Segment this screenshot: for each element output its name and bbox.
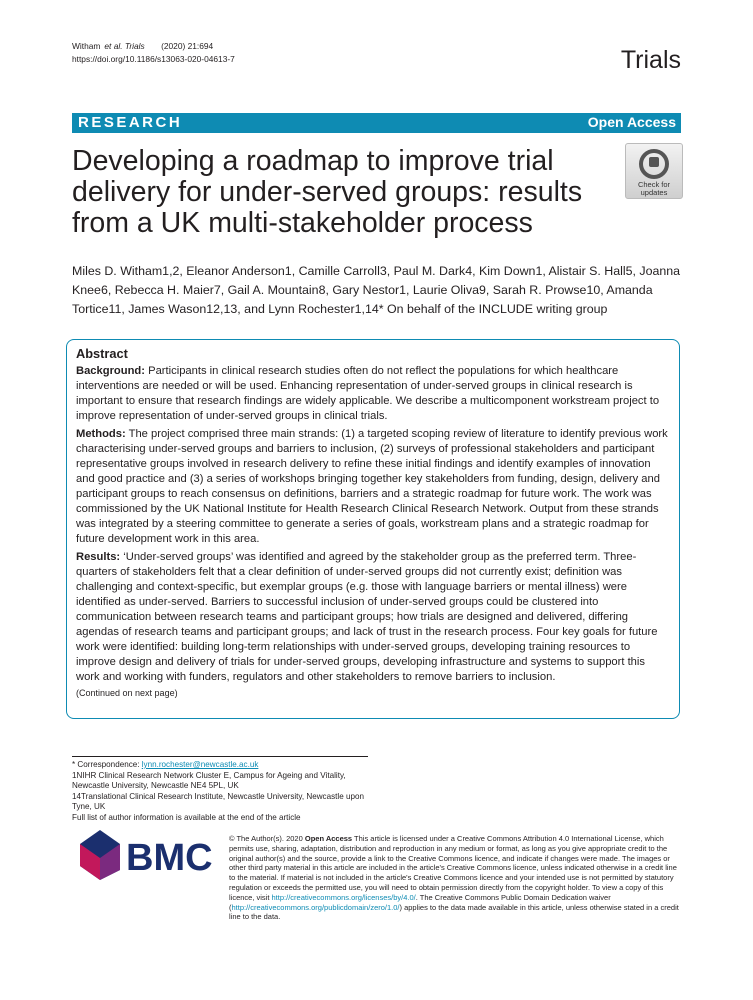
article-type-label: RESEARCH [78, 114, 183, 131]
open-access-label: Open Access [587, 114, 676, 130]
citation-header [72, 40, 235, 66]
footnotes [72, 760, 372, 824]
badge-line1: Check for [637, 180, 671, 189]
license-text [229, 834, 683, 922]
abstract-box [66, 339, 680, 719]
affiliation-1: 1NIHR Clinical Research Network Cluster E, Campus for Ageing and Vitality, Newcastle University, Newcastle NE4 5PL, UK [72, 770, 346, 791]
results-label: Results: [76, 551, 121, 563]
citation-authors: Witham [72, 41, 101, 51]
bmc-logo [80, 830, 220, 880]
citation-etal: et al. Trials [104, 41, 145, 51]
correspondence-email[interactable]: lynn.rochester@newcastle.ac.uk [141, 760, 259, 769]
continued-note: (Continued on next page) [76, 688, 178, 698]
check-updates-icon [639, 149, 669, 179]
abstract-methods [76, 427, 670, 547]
background-text: Participants in clinical research studies often do not reflect the populations for which healthcare interventions are needed or will be used. Enhancing representation of under-served groups in clinical research is important to ensure that research findings are widely applicable. We describe a multicomponent workstream project to improve representation of under-served groups in clinical trials. [76, 365, 660, 422]
license-link-cc0[interactable]: http://creativecommons.org/publicdomain/zero/1.0/ [231, 902, 400, 912]
methods-text: The project comprised three main strands: (1) a targeted scoping review of literature to identify previous work characterising under-served groups and barriers to inclusion, (2) surveys of professional stakeholders and participant representative groups involved in research delivery to refine these initial findings and identify examples of innovation and good practice and (3) a series of workshops bringing together key stakeholders from funding, design, delivery and participant groups to reach consensus on definitions, barriers and a strategic roadmap for future work. The work was commissioned by the UK National Institute for Health Research Clinical Research Network. Output from these strands was integrated by a steering committee to generate a series of goals, workstream plans and a strategic roadmap for future development work in this area. [76, 428, 668, 545]
background-label: Background: [76, 365, 145, 377]
footnote-divider [72, 756, 368, 757]
license-body-2: . The Creative Commons Public Domain Dedication waiver ( [229, 892, 611, 912]
doi-link[interactable]: https://doi.org/10.1186/s13063-020-04613-7 [72, 54, 235, 64]
article-title: Developing a roadmap to improve trial delivery for under-served groups: results from a UK multi-stakeholder process [72, 145, 583, 239]
affiliation-14: 14Translational Clinical Research Institute, Newcastle University, Newcastle upon Tyne, UK [72, 791, 364, 812]
full-list-note: Full list of author information is available at the end of the article [72, 812, 301, 822]
authors-text: Miles D. Witham1,2, Eleanor Anderson1, Camille Carroll3, Paul M. Dark4, Kim Down1, Alistair S. Hall5, Joanna Knee6, Rebecca H. Maier7, Gail A. Mountain8, Gary Nestor1, Laurie Oliva9, Sarah R. Prowse10, Amanda Tortice11, James Wason12,13, and Lynn Rochester1,14* On behalf of the INCLUDE writing group [72, 264, 681, 316]
results-text: ‘Under-served groups’ was identified and agreed by the stakeholder group as the preferred term. Three-quarters of stakeholders felt that a clear definition of under-served groups did not currently exist; definition was challenging and context-specific, but exemplar groups (e.g. those with language barriers or mental illness) were identified as under-served. Barriers to successful inclusion of under-served groups could be clustered into communication between research teams and participant groups; how trials are designed and delivered, differing agendas of research teams and participant groups; and lack of trust in the research process. Four key goals for future work were identified: building long-term relationships with under-served groups, developing training resources to improve design and delivery of trials for under-served groups, developing infrastructure and systems to support this work and working with funders, regulators and other stakeholders to remove barriers to inclusion. [76, 551, 658, 683]
badge-line2: updates [640, 188, 668, 197]
check-for-updates-badge[interactable] [625, 143, 683, 199]
section-banner [72, 113, 681, 133]
license-link-cc-by[interactable]: http://creativecommons.org/licenses/by/4.0/ [271, 892, 416, 902]
abstract-background [76, 364, 670, 424]
license-body-1: This article is licensed under a Creative Commons Attribution 4.0 International License, which permits use, sharing, adaptation, distribution and reproduction in any medium or format, as long as you give appropriate credit to the original author(s) and the source, provide a link to the Creative Commons licence, and indicate if changes were made. The images or other third party material in this article are included in the article's Creative Commons licence, unless indicated otherwise in a credit line to the material. If material is not included in the article's Creative Commons licence and your intended use is not permitted by statutory regulation or exceeds the permitted use, you will need to obtain permission directly from the copyright holder. To view a copy of this licence, visit [229, 834, 677, 902]
license-body-3: ) applies to the data made available in this article, unless otherwise stated in a credit line to the data. [229, 902, 679, 922]
author-list [72, 262, 684, 319]
correspondence-label: * Correspondence: [72, 760, 140, 769]
journal-name: Trials [620, 46, 681, 74]
abstract-heading: Abstract [76, 346, 128, 361]
bmc-logo-text: BMC [126, 837, 213, 879]
methods-label: Methods: [76, 428, 126, 440]
abstract-results [76, 550, 670, 685]
citation-year: (2020) 21:694 [161, 41, 214, 51]
license-prefix: © The Author(s). 2020 [229, 834, 303, 843]
bmc-logo-icon [80, 830, 220, 880]
license-open-access: Open Access [304, 834, 353, 843]
